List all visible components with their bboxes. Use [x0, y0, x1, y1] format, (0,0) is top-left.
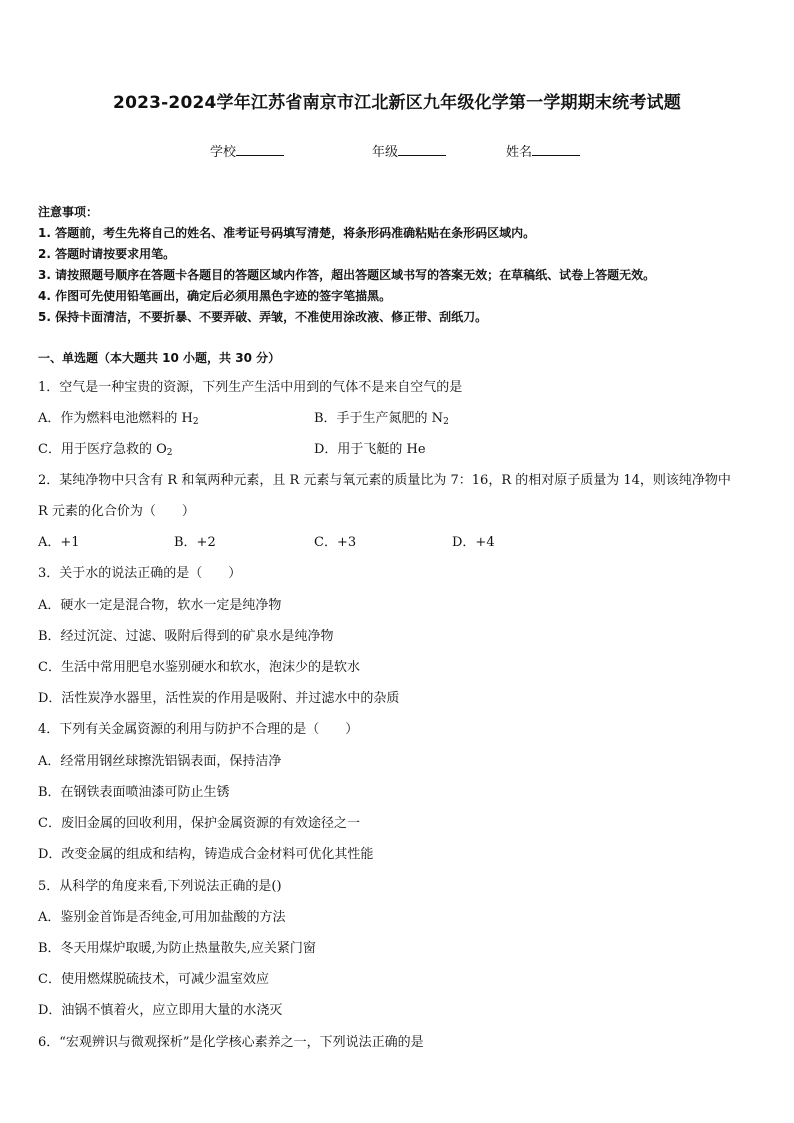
question-2-option-b[interactable]: B．+2 [174, 535, 216, 550]
school-blank[interactable] [236, 143, 284, 156]
school-label: 学校 [210, 145, 237, 160]
question-6-stem: 6．“宏观辨识与微观探析”是化学核心素养之一，下列说法正确的是 [38, 1035, 424, 1050]
question-3-stem: 3．关于水的说法正确的是（ ） [38, 566, 242, 581]
subscript: 2 [166, 448, 173, 458]
question-5-option-c[interactable]: C．使用燃煤脱硫技术，可减少温室效应 [38, 972, 269, 987]
notice-item: 4. 作图可先使用铅笔画出，确定后必须用黑色字迹的签字笔描黑。 [38, 289, 392, 303]
question-4-stem: 4．下列有关金属资源的利用与防护不合理的是（ ） [38, 722, 359, 737]
question-5-option-d[interactable]: D．油锅不慎着火，应立即用大量的水浇灭 [38, 1003, 283, 1018]
question-3-option-b[interactable]: B．经过沉淀、过滤、吸附后得到的矿泉水是纯净物 [38, 629, 334, 644]
question-5-option-b[interactable]: B．冬天用煤炉取暖,为防止热量散失,应关紧门窗 [38, 941, 316, 956]
question-4-option-b[interactable]: B．在钢铁表面喷油漆可防止生锈 [38, 785, 230, 800]
grade-label: 年级 [372, 145, 399, 160]
question-1-option-b[interactable] [314, 407, 449, 426]
question-2-option-d[interactable]: D．+4 [452, 535, 495, 550]
section-heading: 一、单选题（本大题共 10 小题，共 30 分） [38, 351, 281, 365]
name-field [506, 141, 580, 160]
grade-field [372, 141, 446, 160]
question-4-option-d[interactable]: D．改变金属的组成和结构，铸造成合金材料可优化其性能 [38, 847, 374, 862]
question-4-option-a[interactable]: A．经常用钢丝球擦洗铝锅表面，保持洁净 [38, 754, 282, 769]
question-5-stem: 5．从科学的角度来看,下列说法正确的是() [38, 879, 282, 894]
name-label: 姓名 [506, 145, 533, 160]
subscript: 2 [192, 417, 199, 427]
question-4-option-c[interactable]: C．废旧金属的回收利用，保护金属资源的有效途径之一 [38, 816, 360, 831]
notice-item: 2. 答题时请按要求用笔。 [38, 247, 176, 261]
subscript: 2 [443, 417, 449, 427]
question-1-stem: 1．空气是一种宝贵的资源，下列生产生活中用到的气体不是来自空气的是 [38, 380, 463, 395]
question-1-option-c[interactable] [38, 438, 172, 457]
question-2-option-c[interactable]: C．+3 [314, 535, 357, 550]
notice-heading: 注意事项： [38, 205, 99, 219]
name-blank[interactable] [532, 143, 580, 156]
question-3-option-c[interactable]: C．生活中常用肥皂水鉴别硬水和软水，泡沫少的是软水 [38, 660, 360, 675]
question-2-stem-line-2: R 元素的化合价为（ ） [38, 504, 195, 519]
question-5-option-a[interactable]: A．鉴别金首饰是否纯金,可用加盐酸的方法 [38, 910, 286, 925]
notice-item: 3. 请按照题号顺序在答题卡各题目的答题区域内作答，超出答题区域书写的答案无效；在草稿纸、试卷上答题无效。 [38, 268, 656, 282]
option-text: C．用于医疗急救的 O [38, 442, 167, 457]
option-text: B．手于生产氮肥的 N [314, 411, 444, 426]
grade-blank[interactable] [398, 143, 446, 156]
question-1-option-a[interactable] [38, 407, 199, 426]
question-3-option-a[interactable]: A．硬水一定是混合物，软水一定是纯净物 [38, 598, 282, 613]
option-text: A．作为燃料电池燃料的 H [38, 411, 193, 426]
question-3-option-d[interactable]: D．活性炭净水器里，活性炭的作用是吸附、并过滤水中的杂质 [38, 691, 400, 706]
question-1-option-d[interactable]: D．用于飞艇的 He [314, 442, 426, 457]
page-title: 2023-2024学年江苏省南京市江北新区九年级化学第一学期期末统考试题 [113, 93, 681, 113]
question-2-stem-line-1: 2．某纯净物中只含有 R 和氧两种元素，且 R 元素与氧元素的质量比为 7：16，R 的相对原子质量为 14，则该纯净物中 [38, 473, 731, 488]
school-field [210, 141, 284, 160]
notice-item: 1. 答题前，考生先将自己的姓名、准考证号码填写清楚，将条形码准确粘贴在条形码区域内。 [38, 226, 536, 240]
notice-item: 5. 保持卡面清洁，不要折暴、不要弄破、弄皱，不准使用涂改液、修正带、刮纸刀。 [38, 310, 488, 324]
question-2-option-a[interactable]: A．+1 [38, 535, 80, 550]
